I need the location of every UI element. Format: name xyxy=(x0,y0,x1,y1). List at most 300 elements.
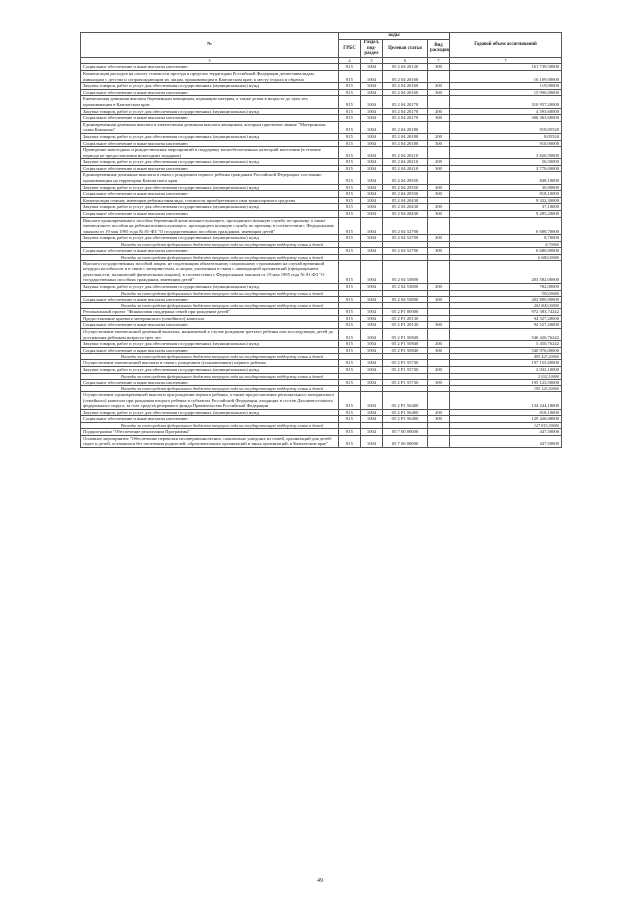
cell-grbs: 815 xyxy=(339,283,361,290)
cell-cel: 05 2 04 20180 xyxy=(383,133,428,140)
cell-cel: 05 2 04 20210 xyxy=(383,165,428,172)
table-row xyxy=(81,283,562,290)
header-codes: коды xyxy=(339,33,450,40)
cell-grbs: 815 xyxy=(339,416,361,423)
cell-cel: 05 2 04 53800 xyxy=(383,296,428,303)
cell-razdel: 1004 xyxy=(361,108,383,115)
row-name: Закупка товаров, работ и услуг для обеспечения государственных (муниципальных) нужд xyxy=(81,159,339,166)
cell-grbs: 815 xyxy=(339,409,361,416)
cell-vid xyxy=(428,260,450,283)
cell-amount: 9 322,30000 xyxy=(450,197,562,204)
cell-razdel: 1004 xyxy=(361,322,383,329)
table-row xyxy=(81,429,562,436)
row-name: Осуществление единовременной выплаты при рождении первого ребенка, а также предоставление регионального материнского (семейного) капитала при рождении второго ребенка в субъектах Российской Федерации, входящих в состав Дальневосточного федерального округа, за счет средств резервного фонда Правительства Российской Федерации xyxy=(81,392,339,410)
cell-cel: 05 2 04 20180 xyxy=(383,140,428,147)
table-row xyxy=(81,366,562,373)
row-name: Подпрограмма "Обеспечение реализации Программы" xyxy=(81,429,339,436)
row-name: Закупка товаров, работ и услуг для обеспечения государственных (муниципальных) нужд xyxy=(81,108,339,115)
cell-cel: 05 2 04 20350 xyxy=(383,184,428,191)
cell-razdel: 1004 xyxy=(361,89,383,96)
cell-razdel: 1004 xyxy=(361,70,383,82)
cell-amount: 119,00000 xyxy=(450,83,562,90)
cell-vid xyxy=(428,197,450,204)
cell-vid: 300 xyxy=(428,191,450,198)
cell-grbs: 815 xyxy=(339,429,361,436)
cell-cel: 05 2 04 20430 xyxy=(383,211,428,218)
table-row xyxy=(81,392,562,410)
cell-amount: 540 976,00000 xyxy=(450,347,562,354)
cell-cel: 05 2 P1 55730 xyxy=(383,360,428,367)
row-name: Социальное обеспечение и иные выплаты населению xyxy=(81,248,339,255)
cell-vid: 200 xyxy=(428,159,450,166)
header-amount: Годовой объем ассигнований xyxy=(450,33,562,58)
table-row xyxy=(81,322,562,329)
cell-cel: 05 2 04 20160 xyxy=(383,89,428,96)
row-name: Социальное обеспечение и иные выплаты населению xyxy=(81,296,339,303)
row-name: Социальное обеспечение и иные выплаты населению xyxy=(81,347,339,354)
table-row xyxy=(81,64,562,71)
cell-amount: 16 109,00000 xyxy=(450,70,562,82)
row-name: Закупка товаров, работ и услуг для обеспечения государственных (муниципальных) нужд xyxy=(81,235,339,242)
cell-amount: 310 957,20000 xyxy=(450,96,562,108)
cell-vid xyxy=(428,360,450,367)
cell-amount: 5 450,76242 xyxy=(450,341,562,348)
table-row xyxy=(81,191,562,198)
cell-amount: 818,10000 xyxy=(450,409,562,416)
cell-amount: 9 285,20000 xyxy=(450,211,562,218)
row-name: Расходы за счет средств федерального бюджета текущего года на государственную поддержку семьи и детей xyxy=(81,423,339,429)
cell-grbs: 815 xyxy=(339,165,361,172)
cell-vid: 300 xyxy=(428,248,450,255)
cell-grbs: 815 xyxy=(339,140,361,147)
cell-razdel: 1004 xyxy=(361,409,383,416)
cell-grbs: 815 xyxy=(339,328,361,340)
row-name: Закупка товаров, работ и услуг для обеспечения государственных (муниципальных) нужд xyxy=(81,283,339,290)
row-name: Расходы за счет средств федерального бюджета текущего года на государственную поддержку семьи и детей xyxy=(81,386,339,392)
cell-amount: 782,00000 xyxy=(450,283,562,290)
row-name: Расходы за счет средств федерального бюджета текущего года на государственную поддержку семьи и детей xyxy=(81,303,339,309)
cell-cel: 05 2 P1 50840 xyxy=(383,341,428,348)
cell-grbs: 815 xyxy=(339,309,361,316)
cell-razdel: 1004 xyxy=(361,191,383,198)
cell-vid: 200 xyxy=(428,283,450,290)
cell-grbs: 815 xyxy=(339,217,361,235)
cell-amount: 306 363,60000 xyxy=(450,115,562,122)
cell-razdel: 1004 xyxy=(361,140,383,147)
table-row xyxy=(81,379,562,386)
cell-vid: 200 xyxy=(428,108,450,115)
cell-vid: 300 xyxy=(428,64,450,71)
cell-vid: 200 xyxy=(428,83,450,90)
row-name: Закупка товаров, работ и услуг для обеспечения государственных (муниципальных) нужд xyxy=(81,133,339,140)
cell-grbs: 815 xyxy=(339,341,361,348)
cell-cel: 05 2 P1 00000 xyxy=(383,309,428,316)
cell-amount: 8,05520 xyxy=(450,133,562,140)
row-name: Единовременная денежная выплата и ежемесячная денежная выплата женщинам, которым присвоено звание "Материнская слава Камчатки" xyxy=(81,121,339,133)
cell-amount: 910,00000 xyxy=(450,140,562,147)
budget-table xyxy=(80,32,562,448)
cell-vid: 200 xyxy=(428,366,450,373)
cell-razdel: 1004 xyxy=(361,416,383,423)
header-grbs: ГРБС xyxy=(339,40,361,58)
cell-razdel: 1004 xyxy=(361,379,383,386)
row-name: Единовременные денежные выплаты в связи с рождением первого ребенка гражданам Российской Федерации, постоянно проживающим на территории Камчатского края xyxy=(81,172,339,184)
cell-grbs: 815 xyxy=(339,191,361,198)
cell-cel: 05 2 04 20430 xyxy=(383,204,428,211)
cell-vid xyxy=(428,315,450,322)
cell-vid: 200 xyxy=(428,409,450,416)
table-row xyxy=(81,435,562,447)
cell-amount: 447,50000 xyxy=(450,429,562,436)
cell-grbs: 815 xyxy=(339,260,361,283)
cell-cel: 05 2 P1 20130 xyxy=(383,322,428,329)
cell-amount: 134 244,18000 xyxy=(450,392,562,410)
cell-grbs: 815 xyxy=(339,197,361,204)
table-row xyxy=(81,140,562,147)
table-row xyxy=(81,409,562,416)
cell-cel: 05 2 P1 55730 xyxy=(383,379,428,386)
row-name: Компенсация семьям, имеющим ребенка-инвалида, стоимости приобретенного ими транспортного средства xyxy=(81,197,339,204)
cell-grbs: 815 xyxy=(339,315,361,322)
cell-grbs: 815 xyxy=(339,322,361,329)
cell-cel: 05 2 04 52700 xyxy=(383,217,428,235)
page-number: 49 xyxy=(317,878,323,884)
cell-vid: 300 xyxy=(428,89,450,96)
cell-amount: 3 826,50000 xyxy=(450,147,562,159)
cell-grbs: 815 xyxy=(339,133,361,140)
cell-razdel: 1004 xyxy=(361,159,383,166)
cell-vid xyxy=(428,217,450,235)
cell-amount: 8,70000 xyxy=(450,242,562,248)
cell-grbs: 815 xyxy=(339,296,361,303)
cell-vid: 300 xyxy=(428,379,450,386)
colnum: 3 xyxy=(81,57,339,64)
cell-razdel: 1004 xyxy=(361,429,383,436)
cell-amount: 6 680,00000 xyxy=(450,248,562,255)
cell-grbs: 815 xyxy=(339,70,361,82)
cell-amount: 495 427,20000 xyxy=(450,354,562,360)
cell-amount: 127 813,30000 xyxy=(450,423,562,429)
cell-vid xyxy=(428,328,450,340)
row-name: Закупка товаров, работ и услуг для обеспечения государственных (муниципальных) нужд xyxy=(81,366,339,373)
table-row xyxy=(81,416,562,423)
row-name: Закупка товаров, работ и услуг для обеспечения государственных (муниципальных) нужд xyxy=(81,184,339,191)
row-name: Предоставление краевого материнского (семейного) капитала xyxy=(81,315,339,322)
cell-razdel: 1004 xyxy=(361,235,383,242)
cell-vid xyxy=(428,435,450,447)
cell-grbs: 815 xyxy=(339,115,361,122)
cell-vid: 300 xyxy=(428,322,450,329)
cell-vid: 300 xyxy=(428,211,450,218)
row-name: Социальное обеспечение и иные выплаты населению xyxy=(81,165,339,172)
cell-razdel: 1004 xyxy=(361,147,383,159)
cell-cel: 05 2 P1 56400 xyxy=(383,409,428,416)
cell-grbs: 815 xyxy=(339,108,361,115)
header-razdel: Раздел, под-раздел xyxy=(361,40,383,58)
cell-razdel: 1004 xyxy=(361,83,383,90)
cell-razdel: 1004 xyxy=(361,64,383,71)
cell-grbs: 815 xyxy=(339,89,361,96)
cell-grbs: 815 xyxy=(339,204,361,211)
cell-razdel: 1004 xyxy=(361,283,383,290)
cell-amount: 30,00000 xyxy=(450,184,562,191)
cell-amount: 195 123,50000 xyxy=(450,386,562,392)
cell-amount: 546 426,76242 xyxy=(450,328,562,340)
cell-amount: 202 800,00000 xyxy=(450,296,562,303)
cell-grbs: 815 xyxy=(339,184,361,191)
row-name: Осуществление ежемесячной выплаты в связи с рождением (усыновлением) первого ребенка xyxy=(81,360,339,367)
cell-razdel: 1004 xyxy=(361,392,383,410)
cell-amount: 56,50000 xyxy=(450,159,562,166)
cell-cel: 05 2 04 20170 xyxy=(383,115,428,122)
cell-vid xyxy=(428,121,450,133)
cell-amount: 129 426,08000 xyxy=(450,416,562,423)
cell-grbs: 815 xyxy=(339,379,361,386)
cell-razdel: 1004 xyxy=(361,184,383,191)
cell-amount: 195 123,50000 xyxy=(450,379,562,386)
table-row xyxy=(81,121,562,133)
cell-amount: 4 593,60000 xyxy=(450,108,562,115)
cell-cel: 05 2 04 53800 xyxy=(383,283,428,290)
cell-amount: 918,05520 xyxy=(450,121,562,133)
table-row xyxy=(81,184,562,191)
cell-vid: 200 xyxy=(428,204,450,211)
cell-razdel: 1004 xyxy=(361,315,383,322)
cell-amount: 202 800,00000 xyxy=(450,303,562,309)
table-row xyxy=(81,165,562,172)
cell-amount: 818,10000 xyxy=(450,191,562,198)
table-row xyxy=(81,260,562,283)
cell-vid: 200 xyxy=(428,184,450,191)
row-name: Региональный проект "Финансовая поддержка семей при рождении детей" xyxy=(81,309,339,316)
cell-cel: 05 7 00 00000 xyxy=(383,429,428,436)
header-cel: Целевая статья xyxy=(383,40,428,58)
colnum: 7 xyxy=(428,57,450,64)
cell-amount: 848,10000 xyxy=(450,172,562,184)
cell-razdel: 1004 xyxy=(361,366,383,373)
cell-grbs: 815 xyxy=(339,248,361,255)
cell-amount: 2 032,10000 xyxy=(450,366,562,373)
cell-cel: 05 2 04 20170 xyxy=(383,96,428,108)
table-row xyxy=(81,328,562,340)
colnum: 6 xyxy=(383,57,428,64)
row-name: Проведение новогодних и рождественских мероприятий в поддержку малообеспеченных категорий населения (в течение периода не предоставления новогодних подарков) xyxy=(81,147,339,159)
cell-cel: 05 2 04 20180 xyxy=(383,121,428,133)
table-row xyxy=(81,309,562,316)
table-row xyxy=(81,96,562,108)
cell-grbs: 815 xyxy=(339,211,361,218)
cell-grbs: 815 xyxy=(339,159,361,166)
table-row xyxy=(81,217,562,235)
cell-amount: 37,10000 xyxy=(450,204,562,211)
row-name: Расходы за счет средств федерального бюджета текущего года на государственную поддержку семьи и детей xyxy=(81,354,339,360)
cell-amount: 161 739,50000 xyxy=(450,64,562,71)
cell-vid: 300 xyxy=(428,115,450,122)
cell-cel: 05 2 04 20210 xyxy=(383,147,428,159)
cell-cel: 05 2 04 20160 xyxy=(383,70,428,82)
row-name: Социальное обеспечение и иные выплаты населению xyxy=(81,89,339,96)
table-row xyxy=(81,360,562,367)
cell-vid: 300 xyxy=(428,347,450,354)
cell-amount: 197 155,60000 xyxy=(450,360,562,367)
cell-amount: 203 582,00000 xyxy=(450,260,562,283)
row-name: Ежемесячная денежная выплата беременным женщинам, кормящим матерям, а также детям в возрасте до трех лет, проживающим в Камчатском крае xyxy=(81,96,339,108)
row-name: Расходы за счет средств федерального бюджета текущего года на государственную поддержку семьи и детей xyxy=(81,242,339,248)
colnum: 7 xyxy=(450,57,562,64)
cell-cel: 05 2 P1 56400 xyxy=(383,416,428,423)
table-row xyxy=(81,235,562,242)
cell-amount: 447,50000 xyxy=(450,435,562,447)
cell-razdel: 1004 xyxy=(361,248,383,255)
cell-cel: 05 2 04 52700 xyxy=(383,235,428,242)
cell-vid: 300 xyxy=(428,140,450,147)
table-row xyxy=(81,197,562,204)
cell-razdel: 1004 xyxy=(361,435,383,447)
cell-cel: 05 2 04 20170 xyxy=(383,108,428,115)
cell-razdel: 1004 xyxy=(361,121,383,133)
cell-amount: 972 383,74242 xyxy=(450,309,562,316)
cell-grbs: 815 xyxy=(339,235,361,242)
row-name: Расходы за счет средств федерального бюджета текущего года на государственную поддержку семьи и детей xyxy=(81,373,339,379)
row-name: Закупка товаров, работ и услуг для обеспечения государственных (муниципальных) нужд xyxy=(81,204,339,211)
row-name: Социальное обеспечение и иные выплаты населению xyxy=(81,115,339,122)
row-name: Закупка товаров, работ и услуг для обеспечения государственных (муниципальных) нужд xyxy=(81,409,339,416)
cell-grbs: 815 xyxy=(339,83,361,90)
row-name: Компенсация расходов на оплату стоимости проезда в пределах территории Российской Федерации детям-инвалидам, инвалидам с детства и сопровождающим их лицам, проживающим в Камчатском крае, к месту отдыха и обратно xyxy=(81,70,339,82)
cell-razdel: 1004 xyxy=(361,217,383,235)
cell-vid xyxy=(428,70,450,82)
cell-amount: 6 680,00000 xyxy=(450,254,562,260)
cell-vid: 200 xyxy=(428,341,450,348)
row-name: Выплата единовременного пособия беременной жене военнослужащего, проходящего военную службу по призыву, а также ежемесячного пособия на ребенка военнослужащего, проходящего военную службу по призыву, в соответствии с Федеральным законом от 19 мая 1995 года № 81-ФЗ "О государственных пособиях гражданам, имеющим детей" xyxy=(81,217,339,235)
cell-vid xyxy=(428,147,450,159)
cell-amount: 782,00000 xyxy=(450,290,562,296)
row-name: Осуществление ежемесячной денежной выплаты, назначаемой в случае рождения третьего ребенка или последующих детей до достижения ребенком возраста трех лет xyxy=(81,328,339,340)
cell-vid xyxy=(428,96,450,108)
cell-razdel: 1004 xyxy=(361,211,383,218)
table-row xyxy=(81,248,562,255)
row-name: Социальное обеспечение и иные выплаты населению xyxy=(81,322,339,329)
table-row xyxy=(81,347,562,354)
cell-razdel: 1004 xyxy=(361,165,383,172)
row-name: Социальное обеспечение и иные выплаты населению xyxy=(81,416,339,423)
row-name: Закупка товаров, работ и услуг для обеспечения государственных (муниципальных) нужд xyxy=(81,341,339,348)
cell-razdel: 1004 xyxy=(361,133,383,140)
row-name: Основное мероприятие "Обеспечение перевозки несовершеннолетних, самовольно ушедших из семей, организаций для детей-сирот и детей, оставшихся без попечения родителей, образовательных организаций и иных организаций, в Камчатском крае" xyxy=(81,435,339,447)
table-row xyxy=(81,70,562,82)
cell-grbs: 815 xyxy=(339,392,361,410)
cell-cel: 05 2 04 20350 xyxy=(383,191,428,198)
cell-razdel: 1004 xyxy=(361,328,383,340)
header-num: № xyxy=(81,33,339,58)
row-name: Социальное обеспечение и иные выплаты населению xyxy=(81,211,339,218)
cell-amount: 6 688,70000 xyxy=(450,217,562,235)
table-row xyxy=(81,315,562,322)
cell-vid: 200 xyxy=(428,235,450,242)
cell-razdel: 1004 xyxy=(361,96,383,108)
cell-grbs: 815 xyxy=(339,347,361,354)
row-name: Социальное обеспечение и иные выплаты населению xyxy=(81,64,339,71)
cell-razdel: 1004 xyxy=(361,260,383,283)
cell-grbs: 815 xyxy=(339,435,361,447)
header-vid: Вид расходов xyxy=(428,40,450,58)
cell-cel: 05 7 06 00000 xyxy=(383,435,428,447)
cell-cel: 05 2 P1 50840 xyxy=(383,328,428,340)
table-row xyxy=(81,108,562,115)
table-row xyxy=(81,133,562,140)
table-body xyxy=(81,64,562,447)
table-row xyxy=(81,83,562,90)
cell-razdel: 1004 xyxy=(361,360,383,367)
cell-vid: 200 xyxy=(428,133,450,140)
cell-cel: 05 2 P1 20130 xyxy=(383,315,428,322)
row-name: Выплата государственных пособий лицам, не подлежащим обязательному социальному страхованию на случай временной нетрудоспособности и в связи с материнством, и лицам, уволенным в связи с ликвидацией организаций (прекращением деятельности, полномочий физическими лицами), в соответствии с Федеральным законом от 19 мая 1995 года № 81-ФЗ "О государственных пособиях гражданам, имеющим детей" xyxy=(81,260,339,283)
table-row xyxy=(81,296,562,303)
cell-cel: 05 2 04 20350 xyxy=(383,172,428,184)
cell-cel: 05 2 04 53800 xyxy=(383,260,428,283)
cell-vid: 300 xyxy=(428,416,450,423)
cell-cel: 05 2 P1 55730 xyxy=(383,366,428,373)
cell-amount: 15 990,00000 xyxy=(450,89,562,96)
cell-razdel: 1004 xyxy=(361,115,383,122)
cell-razdel: 1004 xyxy=(361,296,383,303)
budget-table-sheet xyxy=(80,32,561,448)
cell-cel: 05 2 P1 50840 xyxy=(383,347,428,354)
cell-amount: 8,70000 xyxy=(450,235,562,242)
cell-cel: 05 2 04 52700 xyxy=(383,248,428,255)
colnum: 4 xyxy=(339,57,361,64)
table-row xyxy=(81,147,562,159)
cell-grbs: 815 xyxy=(339,172,361,184)
cell-cel: 05 2 04 20160 xyxy=(383,83,428,90)
table-row xyxy=(81,204,562,211)
cell-razdel: 1004 xyxy=(361,341,383,348)
cell-razdel: 1004 xyxy=(361,197,383,204)
cell-vid xyxy=(428,429,450,436)
cell-grbs: 815 xyxy=(339,64,361,71)
cell-razdel: 1004 xyxy=(361,309,383,316)
cell-razdel: 1004 xyxy=(361,347,383,354)
row-name: Социальное обеспечение и иные выплаты населению xyxy=(81,379,339,386)
cell-cel: 05 2 04 20210 xyxy=(383,159,428,166)
cell-cel: 05 2 04 20120 xyxy=(383,64,428,71)
row-name: Социальное обеспечение и иные выплаты населению xyxy=(81,140,339,147)
cell-vid: 300 xyxy=(428,296,450,303)
cell-vid xyxy=(428,309,450,316)
row-name: Расходы за счет средств федерального бюджета текущего года на государственную поддержку семьи и детей xyxy=(81,254,339,260)
cell-cel: 05 2 P1 56400 xyxy=(383,392,428,410)
cell-grbs: 815 xyxy=(339,121,361,133)
cell-vid xyxy=(428,172,450,184)
cell-grbs: 815 xyxy=(339,147,361,159)
cell-razdel: 1004 xyxy=(361,204,383,211)
cell-cel: 05 2 04 20430 xyxy=(383,197,428,204)
row-name: Социальное обеспечение и иные выплаты населению xyxy=(81,191,339,198)
table-row xyxy=(81,341,562,348)
cell-grbs: 815 xyxy=(339,360,361,367)
cell-razdel: 1004 xyxy=(361,172,383,184)
table-row xyxy=(81,115,562,122)
cell-grbs: 815 xyxy=(339,96,361,108)
table-row xyxy=(81,159,562,166)
cell-amount: 3 770,00000 xyxy=(450,165,562,172)
row-name: Расходы за счет средств федерального бюджета текущего года на государственную поддержку семьи и детей xyxy=(81,290,339,296)
table-row xyxy=(81,172,562,184)
cell-grbs: 815 xyxy=(339,366,361,373)
cell-vid xyxy=(428,392,450,410)
table-row xyxy=(81,211,562,218)
table-row xyxy=(81,89,562,96)
